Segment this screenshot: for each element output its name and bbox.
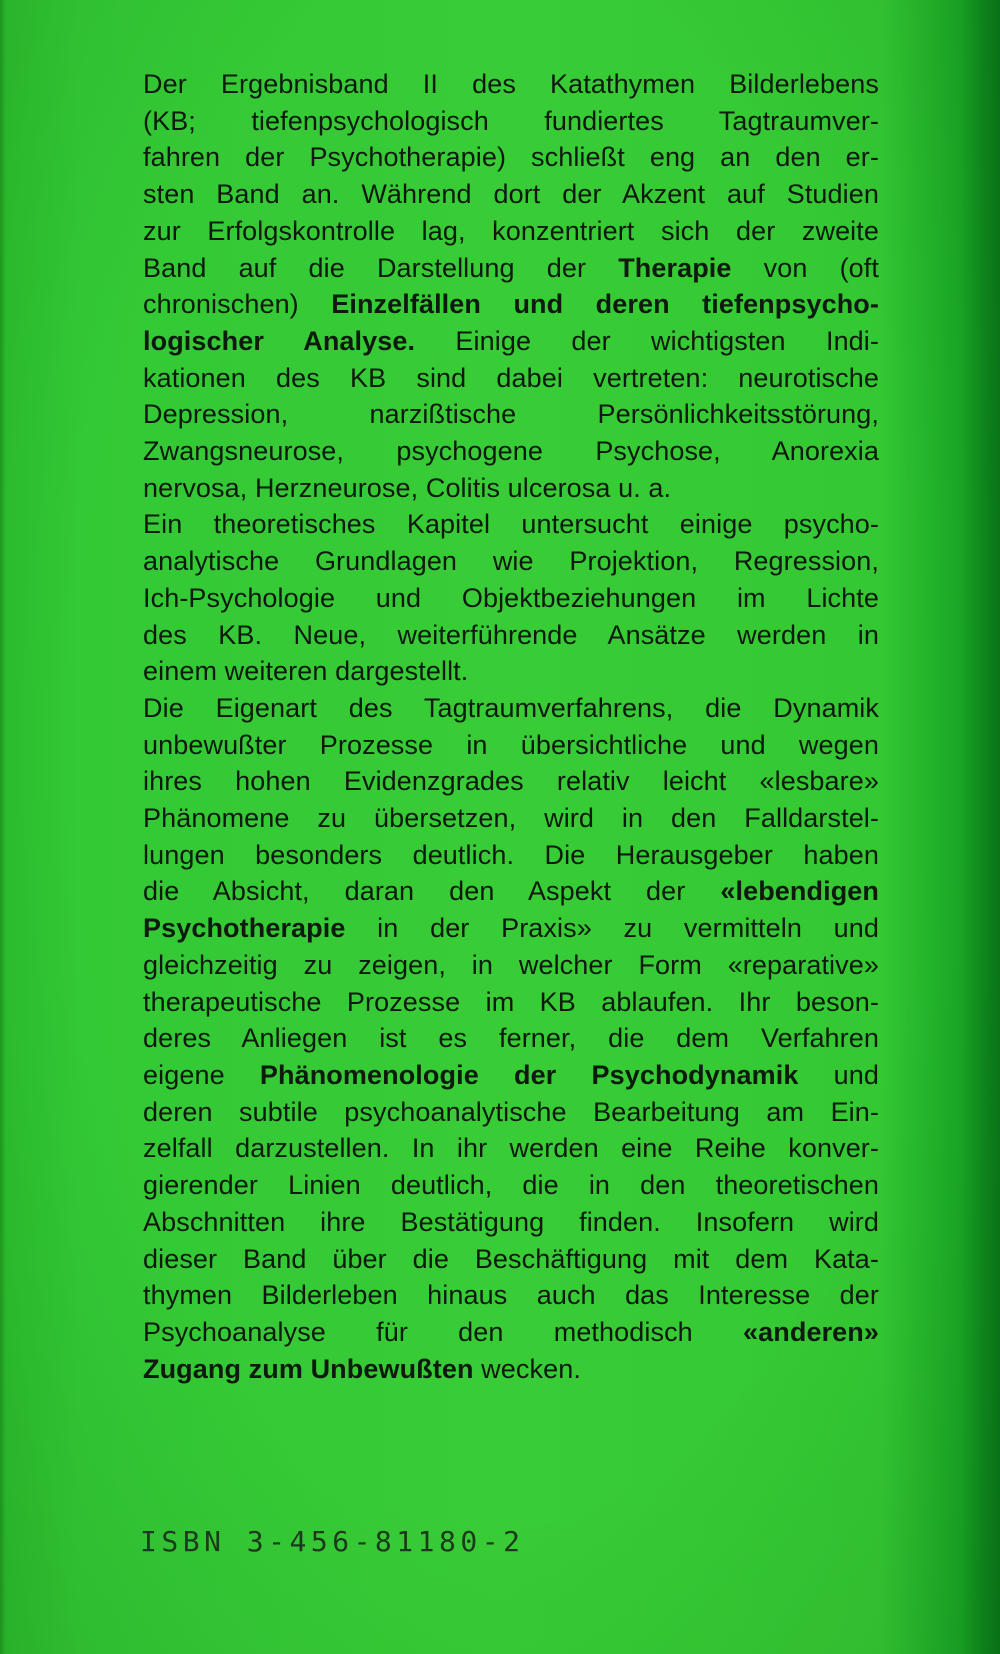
blurb-line: gleichzeitig zu zeigen, in welcher Form «reparative» xyxy=(143,949,879,980)
blurb-line: gierender Linien deutlich, die in den theoretischen xyxy=(143,1170,879,1201)
emphasis-psychotherapie: Psychotherapie xyxy=(143,913,346,944)
blurb-line: Die Eigenart des Tagtraumverfahrens, die Dynamik xyxy=(143,692,879,723)
blurb-line: kationen des KB sind dabei vertreten: neurotische xyxy=(143,362,879,393)
blurb-line: Der Ergebnisband II des Katathymen Bilderlebens xyxy=(143,69,879,99)
blurb-line: Zwangsneurose, psychogene Psychose, Anorexia xyxy=(143,436,879,467)
blurb-line: Abschnitten ihre Bestätigung finden. Insofern wird xyxy=(143,1206,879,1237)
blurb-line: therapeutische Prozesse im KB ablaufen. Ihr beson- xyxy=(143,986,879,1017)
emphasis-anderen: «anderen» xyxy=(743,1316,879,1347)
blurb-line: Phänomene zu übersetzen, wird in den Falldarstel- xyxy=(143,803,879,834)
blurb-line: fahren der Psychotherapie) schließt eng an den er- xyxy=(143,142,879,173)
blurb-line: thymen Bilderleben hinaus auch das Interesse der xyxy=(143,1280,879,1311)
blurb-line: die Absicht, daran den Aspekt der «lebendigen xyxy=(143,876,879,907)
blurb-line: deres Anliegen ist es ferner, die dem Verfahren xyxy=(143,1023,879,1054)
emphasis-lebendigen: «lebendigen xyxy=(720,876,879,907)
blurb-line: Psychotherapie in der Praxis» zu vermitteln und xyxy=(143,913,879,944)
blurb-line: dieser Band über die Beschäftigung mit dem Kata- xyxy=(143,1243,879,1274)
cover-left-edge xyxy=(0,0,6,1654)
blurb-line: Depression, narzißtische Persönlichkeitsstörung, xyxy=(143,399,879,430)
blurb-line: Band auf die Darstellung der Therapie von (oft xyxy=(143,252,879,283)
emphasis-einzelfaelle: Einzelfällen und deren tiefenpsycho- xyxy=(331,289,879,320)
blurb-line: unbewußter Prozesse in übersichtliche und wegen xyxy=(143,729,879,760)
blurb-line: lungen besonders deutlich. Die Herausgeber haben xyxy=(143,839,879,870)
blurb-line: sten Band an. Während dort der Akzent auf Studien xyxy=(143,179,879,210)
blurb-line: Ich-Psychologie und Objektbeziehungen im Lichte xyxy=(143,582,879,613)
blurb-line: zelfall darzustellen. In ihr werden eine Reihe konver- xyxy=(143,1133,879,1164)
blurb-line: nervosa, Herzneurose, Colitis ulcerosa u. a. xyxy=(143,472,672,503)
blurb-line: einem weiteren dargestellt. xyxy=(143,656,469,687)
blurb-line: ihres hohen Evidenzgrades relativ leicht «lesbare» xyxy=(143,766,879,797)
emphasis-zugang: Zugang zum Unbewußten xyxy=(143,1353,474,1384)
emphasis-therapie: Therapie xyxy=(618,252,732,283)
blurb-line: deren subtile psychoanalytische Bearbeitung am Ein- xyxy=(143,1096,879,1127)
blurb-text xyxy=(143,66,879,1387)
blurb-line: des KB. Neue, weiterführende Ansätze werden in xyxy=(143,619,879,650)
blurb-line: (KB; tiefenpsychologisch fundiertes Tagtraumver- xyxy=(143,105,879,136)
blurb-line: Ein theoretisches Kapitel untersucht einige psycho- xyxy=(143,509,879,540)
isbn-number: ISBN 3-456-81180-2 xyxy=(140,1525,525,1558)
blurb-line: analytische Grundlagen wie Projektion, Regression, xyxy=(143,546,879,577)
blurb-line: logischer Analyse. Einige der wichtigsten Indi- xyxy=(143,325,879,356)
cover-right-edge xyxy=(960,0,1000,1654)
emphasis-analyse: logischer Analyse. xyxy=(143,325,416,356)
blurb-line: zur Erfolgskontrolle lag, konzentriert sich der zweite xyxy=(143,215,879,246)
blurb-line: Zugang zum Unbewußten wecken. xyxy=(143,1353,581,1384)
blurb-line: Psychoanalyse für den methodisch «anderen» xyxy=(143,1316,879,1347)
blurb-line: chronischen) Einzelfällen und deren tiefenpsycho- xyxy=(143,289,879,320)
emphasis-phaenomenologie: Phänomenologie der Psychodynamik xyxy=(259,1059,799,1090)
blurb-line: eigene Phänomenologie der Psychodynamik und xyxy=(143,1059,879,1090)
